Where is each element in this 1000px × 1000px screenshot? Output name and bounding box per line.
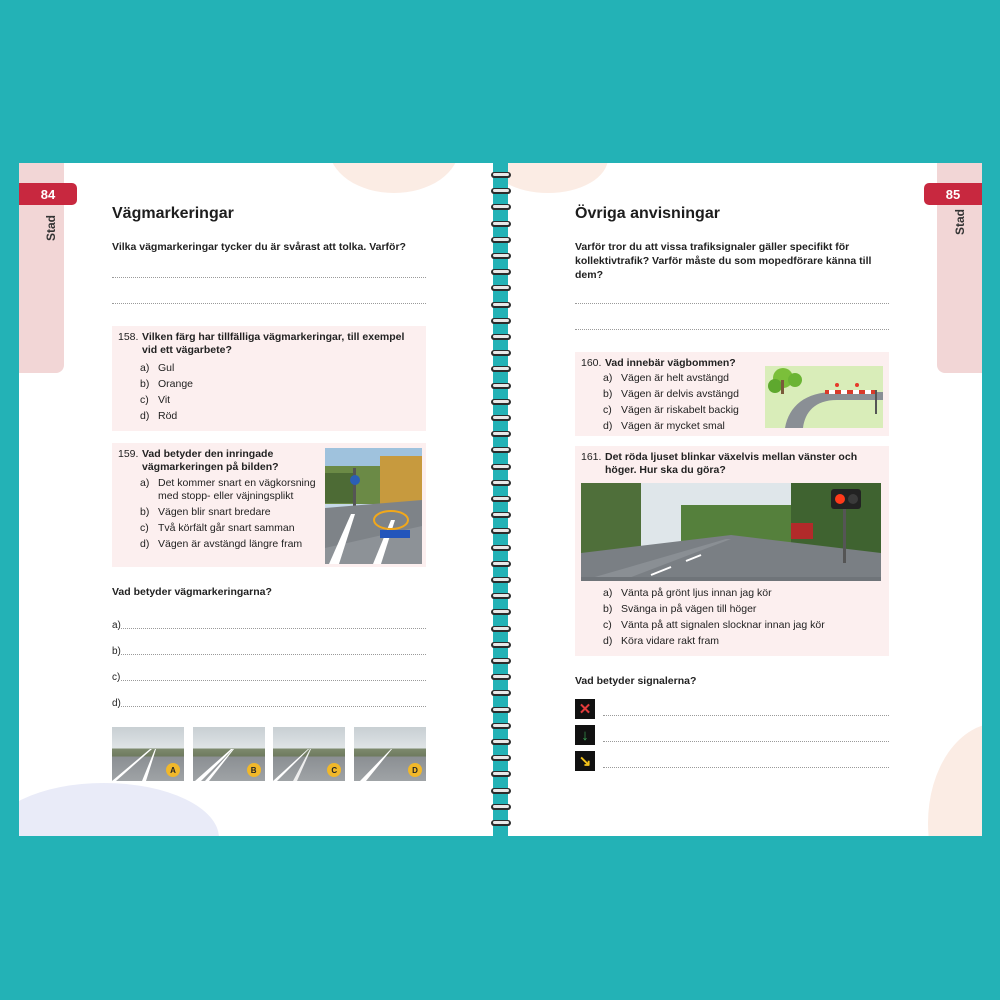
spiral-ring [483,219,519,231]
section-tab-label: Stad [44,214,58,241]
spiral-ring [483,267,519,279]
spiral-ring [483,364,519,376]
question-text: Vad betyder den inringade vägmarkeringen på bilden? [142,448,279,473]
spiral-ring [483,462,519,474]
question-text: Vilken färg har tillfälliga vägmarkeringar, till exempel vid ett vägarbete? [142,331,405,356]
answer-option-b[interactable]: b) Vägen är delvis avstängd [603,388,739,400]
road-photo-d: D [354,727,426,781]
answer-option-a[interactable]: a) Vägen är helt avstängd [603,372,729,384]
spiral-ring [483,202,519,214]
answer-option-a[interactable]: a) Gul [140,362,175,374]
answer-option-b[interactable]: b) Svänga in på vägen till höger [603,603,757,615]
fill-in-row-a[interactable]: a) [112,605,426,631]
spiral-ring [483,721,519,733]
question-number: 159. [118,448,139,460]
decor-blob-bottom [19,783,219,836]
answer-options [118,477,323,552]
spiral-ring [483,397,519,409]
answer-line[interactable] [112,278,426,304]
spiral-ring [483,591,519,603]
signals-prompt: Vad betyder signalerna? [575,675,697,687]
road-marking-photo [325,448,422,564]
spiral-binding [483,170,519,832]
answer-option-d[interactable]: d) Röd [140,410,178,422]
decor-blob-top [329,163,459,193]
spiral-ring [483,624,519,636]
spiral-ring [483,769,519,781]
answer-line[interactable] [575,288,889,304]
spiral-ring [483,672,519,684]
spiral-ring [483,559,519,571]
question-number: 161. [581,451,602,463]
spiral-ring [483,786,519,798]
signal-row-yellow-arrow[interactable] [575,748,889,774]
spiral-ring [483,526,519,538]
fill-in-row-d[interactable]: d) [112,683,426,709]
spiral-ring [483,494,519,506]
question-text: Det röda ljuset blinkar växelvis mellan vänster och höger. Hur ska du göra? [605,451,858,476]
road-barrier-illustration [765,366,883,428]
answer-line[interactable] [112,260,426,278]
spiral-ring [483,607,519,619]
answer-option-b[interactable]: b) Vägen blir snart bredare [140,506,271,518]
spiral-ring [483,818,519,830]
spiral-ring [483,543,519,555]
decor-blob-top [508,163,608,193]
red-cross-signal-icon: ✕ [575,699,595,719]
spiral-ring [483,413,519,425]
answer-option-d[interactable]: d) Köra vidare rakt fram [603,635,720,647]
answer-option-b[interactable]: b) Orange [140,378,194,390]
signal-row-red-cross[interactable] [575,696,889,722]
yellow-arrow-signal-icon: ↘ [575,751,595,771]
spiral-ring [483,705,519,717]
reflection-prompt: Vilka vägmarkeringar tycker du är svårast att tolka. Varför? [112,241,406,253]
answer-options [581,585,882,649]
spiral-ring [483,316,519,328]
left-content [112,205,426,781]
spiral-ring [483,688,519,700]
spiral-ring [483,753,519,765]
spiral-ring [483,429,519,441]
right-content [575,205,889,774]
page-title: Övriga anvisningar [575,205,720,222]
spiral-ring [483,348,519,360]
question-160 [575,352,889,436]
spiral-ring [483,170,519,182]
spiral-ring [483,737,519,749]
answer-option-c[interactable]: c) Vägen är riskabelt backig [603,404,739,416]
road-photo-a: A [112,727,184,781]
question-158 [112,326,426,431]
question-161 [575,446,889,656]
answer-option-a[interactable]: a) Det kommer snart en vägkorsning med stopp- eller väjningsplikt [140,477,316,502]
left-page [19,163,493,836]
question-number: 158. [118,331,139,343]
spiral-ring [483,381,519,393]
spiral-ring [483,251,519,263]
spiral-ring [483,235,519,247]
answer-options [118,360,419,424]
fill-in-row-b[interactable]: b) [112,631,426,657]
page-number: 84 [19,183,77,205]
reflection-prompt: Varför tror du att vissa trafiksignaler gäller specifikt för kollektivtrafik? Varför måste du som mopedförare känna till dem? [575,241,872,281]
markings-prompt: Vad betyder vägmarkeringarna? [112,586,272,598]
page-title: Vägmarkeringar [112,205,234,222]
spiral-ring [483,332,519,344]
spiral-ring [483,575,519,587]
answer-option-d[interactable]: d) Vägen är mycket smal [603,420,725,432]
green-arrow-signal-icon: ↓ [575,725,595,745]
answer-option-a[interactable]: a) Vänta på grönt ljus innan jag kör [603,587,772,599]
spiral-ring [483,640,519,652]
question-number: 160. [581,357,602,369]
spiral-ring [483,656,519,668]
spiral-ring [483,186,519,198]
road-photo-row [112,727,426,781]
spiral-ring [483,300,519,312]
answer-line[interactable] [575,304,889,330]
page-number: 85 [924,183,982,205]
spiral-ring [483,802,519,814]
answer-option-c[interactable]: c) Två körfält går snart samman [140,522,295,534]
fill-in-row-c[interactable]: c) [112,657,426,683]
signal-road-photo [581,483,881,581]
right-page [508,163,982,836]
section-tab-label: Stad [952,208,967,236]
answer-option-c[interactable]: c) Vit [140,394,171,406]
signal-row-green-arrow[interactable] [575,722,889,748]
spiral-ring [483,283,519,295]
spiral-ring [483,478,519,490]
spiral-ring [483,510,519,522]
road-photo-c: C [273,727,345,781]
answer-option-c[interactable]: c) Vänta på att signalen slocknar innan jag kör [603,619,825,631]
spiral-ring [483,445,519,457]
answer-option-d[interactable]: d) Vägen är avstängd längre fram [140,538,303,550]
decor-blob-right [928,723,982,836]
road-photo-b: B [193,727,265,781]
question-159 [112,443,426,567]
question-text: Vad innebär vägbommen? [605,357,736,369]
